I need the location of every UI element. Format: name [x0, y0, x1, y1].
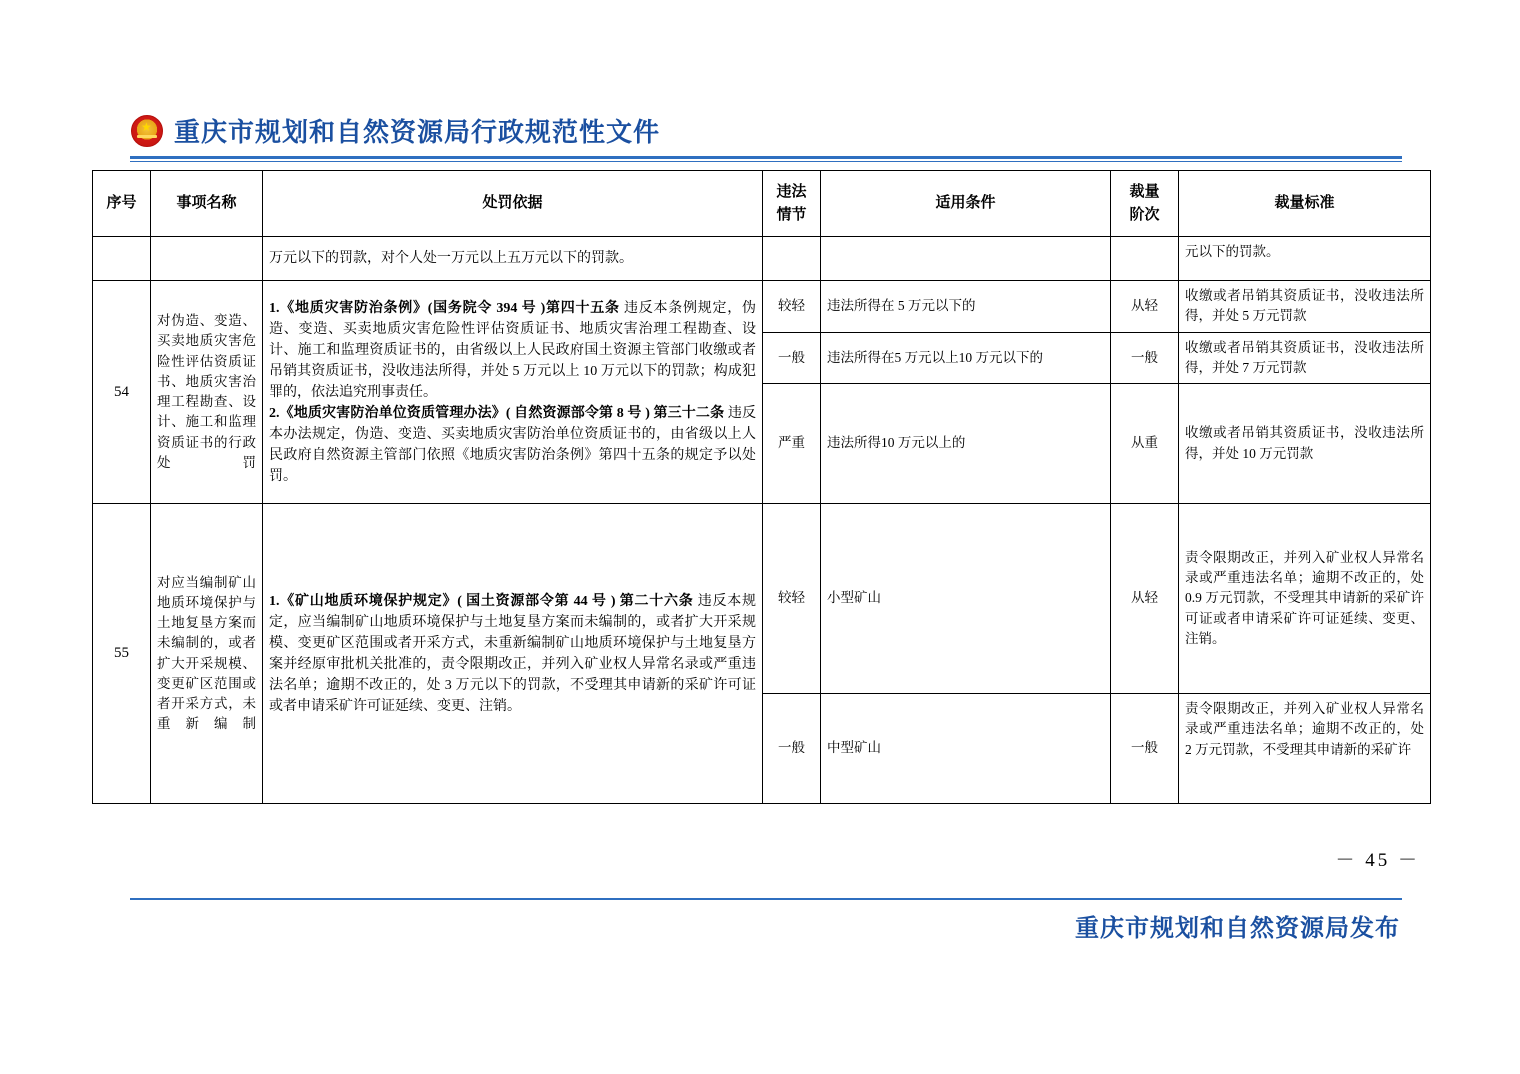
cell-level-continued: [1111, 237, 1179, 281]
column-header-level: [1111, 171, 1179, 237]
cell-seq-54: 54: [93, 281, 151, 504]
cell-severity: 较轻: [763, 281, 821, 333]
header-divider: [130, 156, 1402, 159]
cell-standard-continued: 元以下的罚款。: [1179, 237, 1431, 281]
basis-54-part2-text: 违反本办法规定，伪造、变造、买卖地质灾害防治单位资质证书的，由省级以上人民政府自然资源主管部门依照《地质灾害防治条例》第四十五条的规定予以处罚。: [269, 405, 756, 484]
national-emblem-icon: ★: [130, 114, 164, 148]
cell-condition-continued: [821, 237, 1111, 281]
discretion-standards-table: [92, 170, 1431, 804]
column-header-level-line1: 裁量: [1129, 184, 1160, 200]
cell-condition: 中型矿山: [821, 694, 1111, 804]
cell-standard: 收缴或者吊销其资质证书，没收违法所得，并处 10 万元罚款: [1179, 384, 1431, 504]
table-row: [93, 281, 1431, 333]
cell-condition: 小型矿山: [821, 504, 1111, 694]
cell-item-continued: [151, 237, 263, 281]
cell-seq-continued: [93, 237, 151, 281]
cell-standard: 责令限期改正，并列入矿业权人异常名录或严重违法名单；逾期不改正的，处 0.9 万元罚款，不受理其申请新的采矿许可证或者申请采矿许可证延续、变更、注销。: [1179, 504, 1431, 694]
cell-basis-continued: 万元以下的罚款，对个人处一万元以上五万元以下的罚款。: [263, 237, 763, 281]
cell-level: 一般: [1111, 332, 1179, 384]
basis-55-part1-text: 违反本规定，应当编制矿山地质环境保护与土地复垦方案而未编制的，或者扩大开采规模、变更矿区范围或者开采方式，未重新编制矿山地质环境保护与土地复垦方案并经原审批机关批准的，责令限期改正，并列入矿业权人异常名录或严重违法名单；逾期不改正的，处 3 万元以下的罚款，不受理其申请新的采矿许可证或者申请采矿许可证延续、变更、注销。: [269, 593, 757, 714]
cell-standard: 收缴或者吊销其资质证书，没收违法所得，并处 7 万元罚款: [1179, 332, 1431, 384]
cell-condition: 违法所得在5 万元以上10 万元以下的: [821, 332, 1111, 384]
column-header-condition: 适用条件: [821, 171, 1111, 237]
column-header-level-line2: 阶次: [1129, 206, 1160, 223]
table-header-row: [93, 171, 1431, 237]
column-header-severity-line2: 情节: [776, 206, 807, 223]
cell-level: 一般: [1111, 694, 1179, 804]
footer-divider: [130, 898, 1402, 900]
page-number: － 45 －: [1335, 850, 1420, 871]
cell-condition: 违法所得10 万元以上的: [821, 384, 1111, 504]
column-header-basis: 处罚依据: [263, 171, 763, 237]
cell-standard: 收缴或者吊销其资质证书，没收违法所得，并处 5 万元罚款: [1179, 281, 1431, 333]
cell-severity: 一般: [763, 694, 821, 804]
header-title: 重庆市规划和自然资源局行政规范性文件: [174, 117, 661, 147]
cell-seq-55: 55: [93, 504, 151, 804]
column-header-standard: 裁量标准: [1179, 171, 1431, 237]
table-row: [93, 237, 1431, 281]
cell-item-55: 对应当编制矿山地质环境保护与土地复垦方案而未编制的，或者扩大开采规模、变更矿区范围或者开采方式，未重新编制: [151, 504, 263, 804]
column-header-severity: [763, 171, 821, 237]
column-header-item: 事项名称: [151, 171, 263, 237]
table-row: [93, 504, 1431, 694]
cell-severity: 较轻: [763, 504, 821, 694]
column-header-seq: 序号: [93, 171, 151, 237]
cell-standard: 责令限期改正，并列入矿业权人异常名录或严重违法名单；逾期不改正的，处 2 万元罚款，不受理其申请新的采矿许: [1179, 694, 1431, 804]
column-header-severity-line1: 违法: [776, 184, 807, 200]
cell-basis-54: [263, 281, 763, 504]
cell-severity: 一般: [763, 332, 821, 384]
basis-54-part1-text: 违反本条例规定，伪造、变造、买卖地质灾害危险性评估资质证书、地质灾害治理工程勘查、设计、施工和监理资质证书的，由省级以上人民政府国土资源主管部门收缴或者吊销其资质证书，没收违法所得，并处 5 万元以上 10 万元以下的罚款；构成犯罪的，依法追究刑事责任。: [269, 300, 756, 400]
basis-54-part1-title: 1.《地质灾害防治条例》(国务院令 394 号 )第四十五条: [269, 300, 620, 316]
document-header: [130, 112, 1400, 149]
cell-level: 从轻: [1111, 504, 1179, 694]
footer-publisher: 重庆市规划和自然资源局发布: [1075, 915, 1400, 942]
header-divider-thin: [130, 161, 1402, 162]
cell-severity: 严重: [763, 384, 821, 504]
cell-level: 从重: [1111, 384, 1179, 504]
cell-severity-continued: [763, 237, 821, 281]
basis-55-part1-title: 1.《矿山地质环境保护规定》( 国土资源部令第 44 号 ) 第二十六条: [269, 593, 694, 609]
cell-level: 从轻: [1111, 281, 1179, 333]
cell-basis-55: [263, 504, 763, 804]
cell-item-54: 对伪造、变造、买卖地质灾害危险性评估资质证书、地质灾害治理工程勘查、设计、施工和监理资质证书的行政处罚: [151, 281, 263, 504]
basis-54-part2-title: 2.《地质灾害防治单位资质管理办法》( 自然资源部令第 8 号 ) 第三十二条: [269, 405, 725, 421]
cell-condition: 违法所得在 5 万元以下的: [821, 281, 1111, 333]
